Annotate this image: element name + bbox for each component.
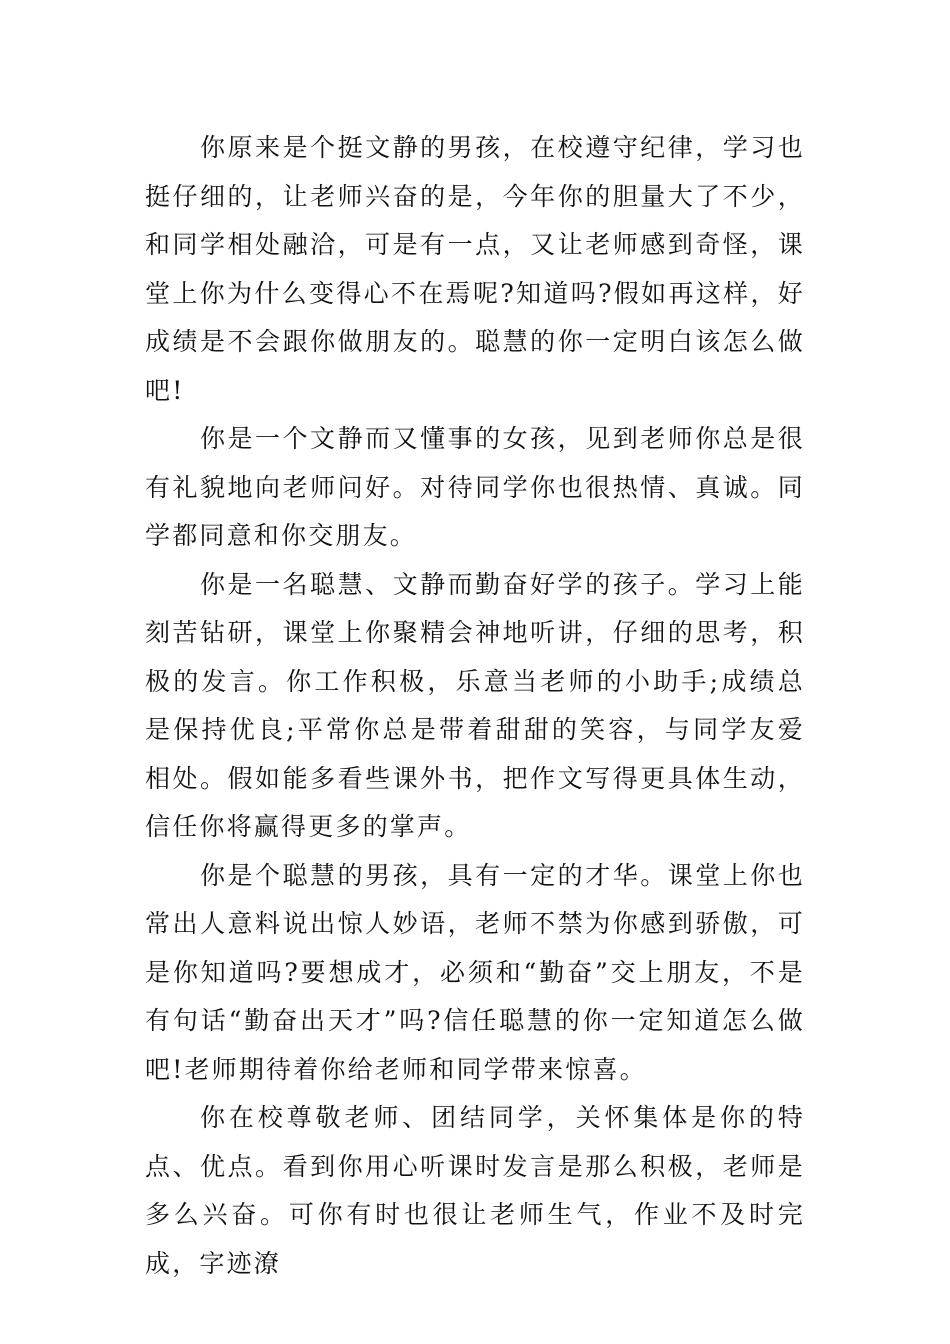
paragraph-1: 你原来是个挺文静的男孩，在校遵守纪律，学习也挺仔细的，让老师兴奋的是，今年你的胆量大了不少，和同学相处融洽，可是有一点，又让老师感到奇怪，课堂上你为什么变得心不在焉呢?知道吗?假如再这样，好成绩是不会跟你做朋友的。聪慧的你一定明白该怎么做吧! (145, 133, 805, 405)
paragraph-4: 你是个聪慧的男孩，具有一定的才华。课堂上你也常出人意料说出惊人妙语，老师不禁为你感到骄傲，可是你知道吗?要想成才，必须和“勤奋”交上朋友，不是有句话“勤奋出天才”吗?信任聪慧的你一定知道怎么做吧!老师期待着你给老师和同学带来惊喜。 (145, 860, 805, 1084)
paragraph-2: 你是一个文静而又懂事的女孩，见到老师你总是很有礼貌地向老师问好。对待同学你也很热情、真诚。同学都同意和你交朋友。 (145, 424, 805, 550)
paragraph-3: 你是一名聪慧、文静而勤奋好学的孩子。学习上能刻苦钻研，课堂上你聚精会神地听讲，仔细的思考，积极的发言。你工作积极，乐意当老师的小助手;成绩总是保持优良;平常你总是带着甜甜的笑容，与同学友爱相处。假如能多看些课外书，把作文写得更具体生动，信任你将赢得更多的掌声。 (145, 569, 805, 841)
document-body (145, 124, 805, 1288)
paragraph-5: 你在校尊敬老师、团结同学，关怀集体是你的特点、优点。看到你用心听课时发言是那么积极，老师是多么兴奋。可你有时也很让老师生气，作业不及时完成，字迹潦 (145, 1103, 805, 1278)
